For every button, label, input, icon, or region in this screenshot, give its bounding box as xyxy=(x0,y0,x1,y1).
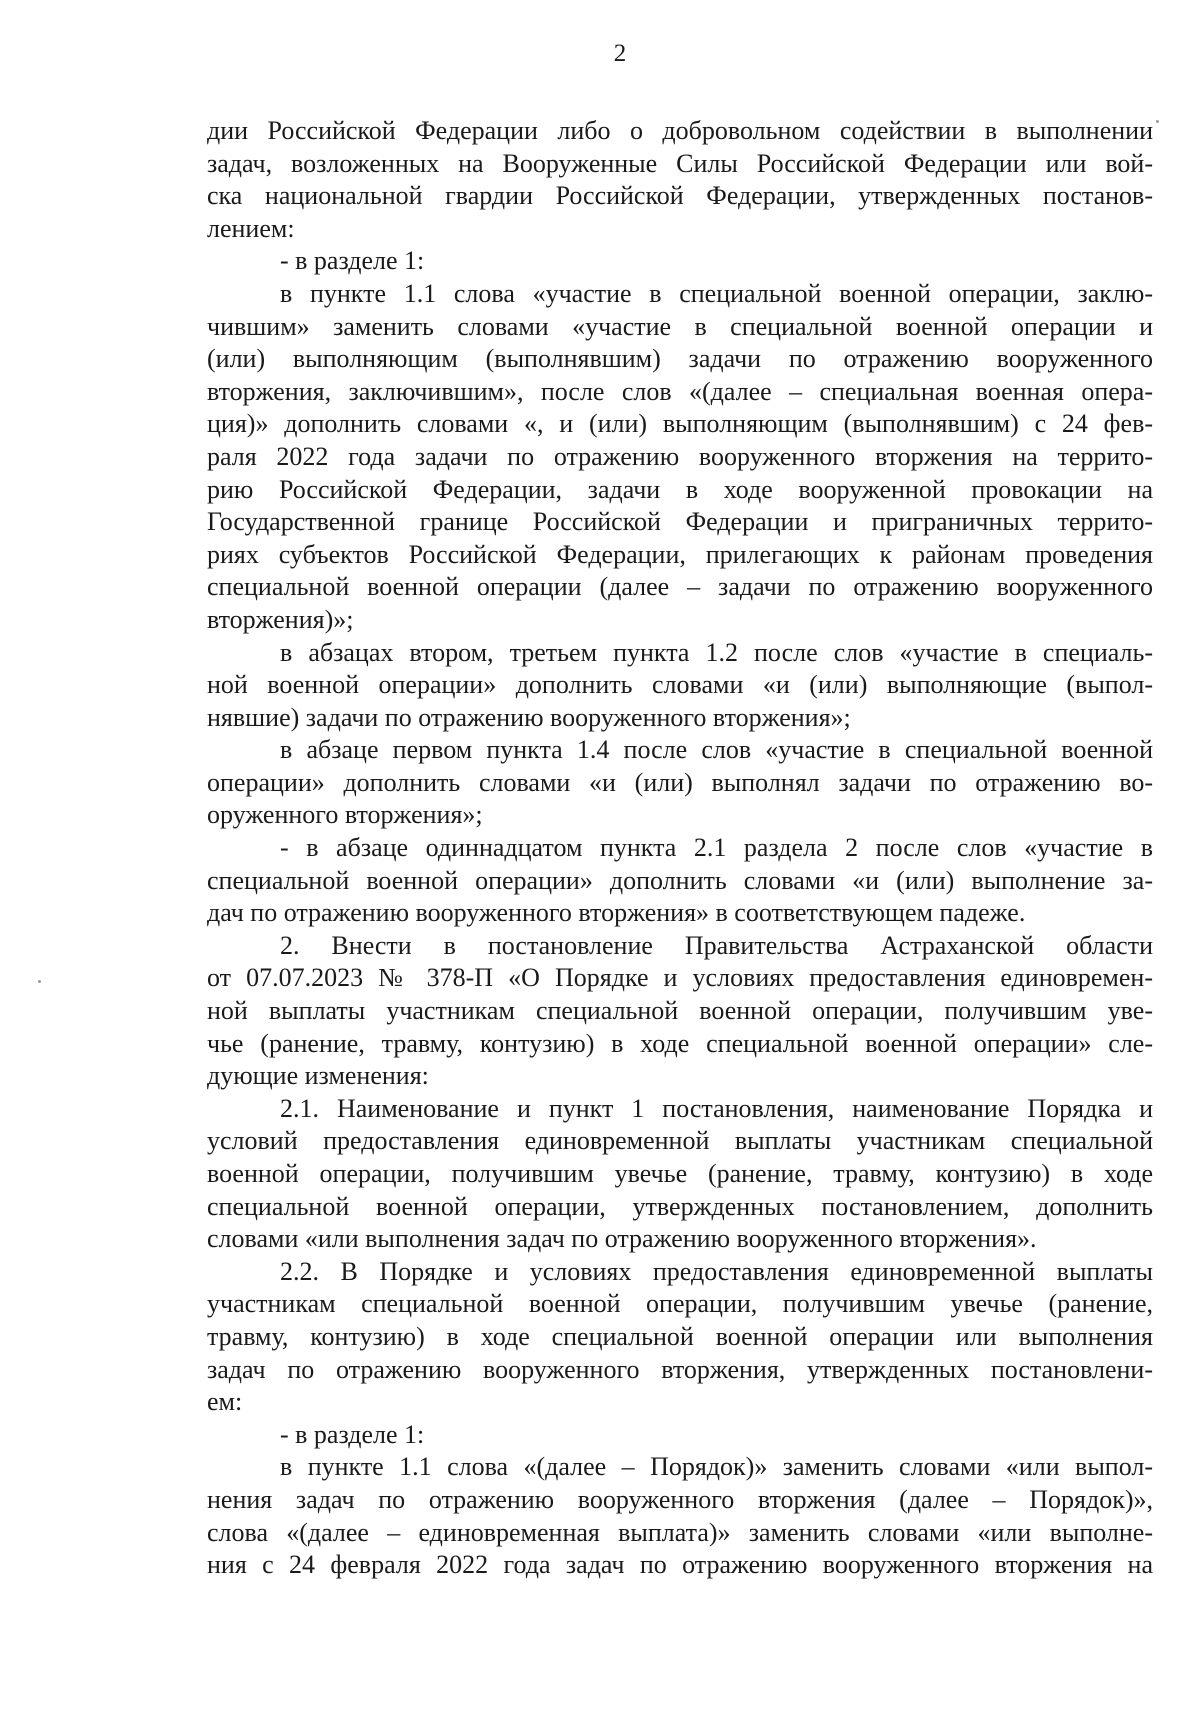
text-line: вторжения)»; xyxy=(207,604,354,634)
page-number: 2 xyxy=(613,40,627,67)
document-body xyxy=(207,115,1153,1582)
text-line: операции» дополнить словами «и (или) выполнял задачи по отражению во- xyxy=(207,767,1153,797)
text-line: (или) выполняющим (выполнявшим) задачи по отражению вооруженного xyxy=(207,344,1153,374)
text-line: рию Российской Федерации, задачи в ходе вооруженной провокации на xyxy=(207,474,1153,504)
text-line: чье (ранение, травму, контузию) в ходе специальной военной операции» сле- xyxy=(207,1028,1153,1058)
text-line: лением: xyxy=(207,213,295,243)
text-line: задач, возложенных на Вооруженные Силы Российской Федерации или вой- xyxy=(207,148,1153,178)
text-line: дии Российской Федерации либо о добровольном содействии в выполнении xyxy=(207,116,1153,145)
text-line: ной военной операции» дополнить словами «и (или) выполняющие (выпол- xyxy=(207,670,1153,700)
text-line: в пункте 1.1 слова «(далее – Порядок)» заменить словами «или выпол- xyxy=(280,1452,1153,1482)
text-line: риях субъектов Российской Федерации, прилегающих к районам проведения xyxy=(207,539,1153,569)
scan-speck xyxy=(38,980,41,983)
text-line: Государственной границе Российской Федерации и приграничных террито- xyxy=(207,507,1153,537)
text-line: военной операции, получившим увечье (ранение, травму, контузию) в ходе xyxy=(207,1159,1153,1188)
text-line: ция)» дополнить словами «, и (или) выполняющим (выполнявшим) с 24 фев- xyxy=(207,409,1153,439)
text-line: дующие изменения: xyxy=(207,1061,429,1091)
text-line: 2. Внести в постановление Правительства Астраханской области xyxy=(280,930,1153,960)
text-line: слова «(далее – единовременная выплата)» заменить словами «или выполне- xyxy=(207,1517,1153,1547)
text-line: специальной военной операции (далее – задачи по отражению вооруженного xyxy=(207,572,1153,602)
text-line: ной выплаты участникам специальной военной операции, получившим уве- xyxy=(207,996,1153,1026)
text-line: нения задач по отражению вооруженного вторжения (далее – Порядок)», xyxy=(207,1484,1153,1514)
text-line: в абзацах втором, третьем пункта 1.2 после слов «участие в специаль- xyxy=(280,637,1153,667)
scan-speck xyxy=(1156,120,1159,123)
text-line: дач по отражению вооруженного вторжения» в соответствующем падеже. xyxy=(207,898,1026,928)
text-line: словами «или выполнения задач по отражению вооруженного вторжения». xyxy=(207,1224,1037,1254)
text-line: в абзаце первом пункта 1.4 после слов «участие в специальной военной xyxy=(280,735,1153,765)
text-line: специальной военной операции, утвержденных постановлением, дополнить xyxy=(207,1191,1153,1221)
text-line: ем: xyxy=(207,1387,243,1417)
text-line: ска национальной гвардии Российской Федерации, утвержденных постанов- xyxy=(207,181,1153,211)
text-line: чившим» заменить словами «участие в специальной военной операции и xyxy=(207,311,1153,341)
text-line: нявшие) задачи по отражению вооруженного вторжения»; xyxy=(207,702,851,732)
text-line: - в абзаце одиннадцатом пункта 2.1 раздела 2 после слов «участие в xyxy=(280,833,1153,863)
text-line: оруженного вторжения»; xyxy=(207,800,483,830)
text-line: от 07.07.2023 № 378-П «О Порядке и условиях предоставления единовремен- xyxy=(207,963,1153,993)
text-line: в пункте 1.1 слова «участие в специальной военной операции, заклю- xyxy=(280,278,1153,308)
text-line: вторжения, заключившим», после слов «(далее – специальная военная опера- xyxy=(207,376,1153,406)
text-line: травму, контузию) в ходе специальной военной операции или выполнения xyxy=(207,1321,1153,1351)
text-line: участникам специальной военной операции, получившим увечье (ранение, xyxy=(207,1289,1153,1319)
text-line: раля 2022 года задачи по отражению вооруженного вторжения на террито- xyxy=(207,441,1153,471)
text-line: - в разделе 1: xyxy=(280,1419,425,1449)
text-line: ния с 24 февраля 2022 года задач по отражению вооруженного вторжения на xyxy=(207,1550,1153,1580)
text-line: 2.1. Наименование и пункт 1 постановления, наименование Порядка и xyxy=(280,1093,1153,1123)
text-line: условий предоставления единовременной выплаты участникам специальной xyxy=(207,1126,1153,1156)
text-line: специальной военной операции» дополнить словами «и (или) выполнение за- xyxy=(207,865,1153,895)
text-line: 2.2. В Порядке и условиях предоставления единовременной выплаты xyxy=(280,1256,1153,1286)
text-line: задач по отражению вооруженного вторжения, утвержденных постановлени- xyxy=(207,1354,1153,1384)
text-line: - в разделе 1: xyxy=(280,246,425,276)
